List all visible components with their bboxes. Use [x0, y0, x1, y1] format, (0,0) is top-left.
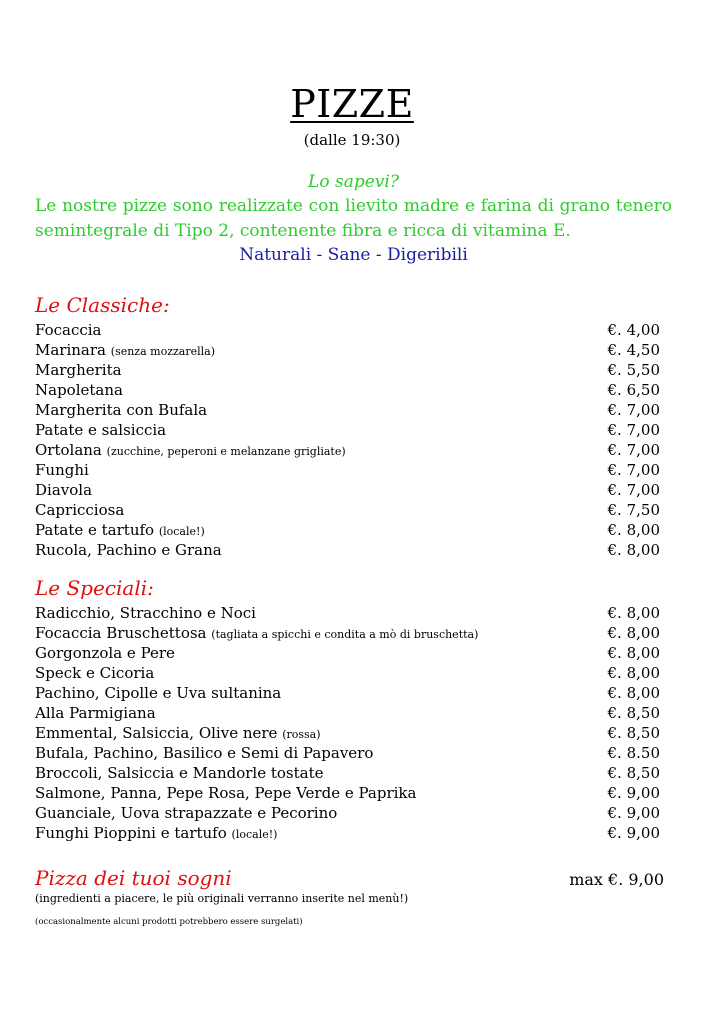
menu-item-name: Radicchio, Stracchino e Noci: [35, 604, 256, 622]
menu-item-row: [35, 320, 660, 340]
menu-item-row: [35, 663, 660, 683]
menu-item-name: Salmone, Panna, Pepe Rosa, Pepe Verde e Paprika: [35, 784, 417, 802]
menu-item-row: [35, 823, 660, 843]
menu-item-label: [35, 520, 205, 542]
menu-item-price: €. 8,00: [607, 541, 660, 559]
menu-item-name: Guanciale, Uova strapazzate e Pecorino: [35, 804, 338, 822]
dream-title: Pizza dei tuoi sogni: [35, 866, 232, 890]
menu-item-row: [35, 683, 660, 703]
menu-item-price: €. 8,00: [607, 684, 660, 702]
menu-item-price: €. 4,50: [607, 341, 660, 359]
intro-text: Le nostre pizze sono realizzate con lievito madre e farina di grano tenero semintegrale di Tipo 2, contenente fibra e ricca di vitamina E.: [35, 196, 672, 241]
menu-item-label: [35, 500, 124, 520]
menu-item-label: [35, 420, 166, 440]
menu-item-name: Pachino, Cipolle e Uva sultanina: [35, 684, 282, 702]
menu-item-name: Emmental, Salsiccia, Olive nere: [35, 724, 278, 742]
menu-item-price: €. 8,50: [607, 764, 660, 782]
page-title: PIZZE: [290, 82, 414, 126]
menu-item-note: (locale!): [231, 828, 278, 841]
menu-item-label: [35, 400, 207, 420]
menu-item-name: Capricciosa: [35, 501, 125, 519]
menu-item-label: [35, 460, 89, 480]
menu-item-row: [35, 460, 660, 480]
menu-item-note: (locale!): [158, 525, 205, 538]
menu-item-name: Margherita: [35, 361, 122, 379]
menu-item-price: €. 4,00: [607, 321, 660, 339]
menu-item-label: [35, 703, 156, 723]
menu-item-row: [35, 603, 660, 623]
menu-item-label: [35, 603, 256, 623]
menu-item-price: €. 8,50: [607, 724, 660, 742]
menu-item-label: [35, 783, 416, 803]
menu-item-row: [35, 400, 660, 420]
intro-motto: Naturali - Sane - Digeribili: [239, 245, 468, 265]
menu-item-name: Margherita con Bufala: [35, 401, 208, 419]
menu-item-name: Gorgonzola e Pere: [35, 644, 175, 662]
dream-price: max €. 9,00: [569, 870, 664, 889]
menu-item-price: €. 7,00: [607, 481, 660, 499]
menu-item-price: €. 8,00: [607, 604, 660, 622]
menu-item-row: [35, 803, 660, 823]
menu-item-row: [35, 743, 660, 763]
menu-item-price: €. 8.50: [607, 744, 660, 762]
menu-item-row: [35, 380, 660, 400]
menu-item-row: [35, 703, 660, 723]
menu-item-label: [35, 743, 373, 763]
menu-item-label: [35, 480, 92, 500]
menu-item-name: Focaccia: [35, 321, 102, 339]
section-title-classiche: Le Classiche:: [35, 293, 170, 317]
menu-item-note: (rossa): [282, 728, 321, 741]
menu-item-name: Rucola, Pachino e Grana: [35, 541, 222, 559]
menu-item-price: €. 8,00: [607, 624, 660, 642]
menu-item-row: [35, 420, 660, 440]
menu-item-label: [35, 643, 175, 663]
menu-item-name: Napoletana: [35, 381, 123, 399]
menu-item-label: [35, 823, 277, 845]
menu-item-note: (zucchine, peperoni e melanzane grigliate): [106, 445, 346, 458]
menu-item-label: [35, 540, 222, 560]
menu-item-row: [35, 360, 660, 380]
menu-item-row: [35, 643, 660, 663]
menu-item-name: Focaccia Bruschettosa: [35, 624, 207, 642]
menu-item-name: Broccoli, Salsiccia e Mandorle tostate: [35, 764, 324, 782]
menu-item-row: [35, 783, 660, 803]
section-title-speciali: Le Speciali:: [35, 576, 154, 600]
intro-block: [35, 170, 672, 266]
menu-item-label: [35, 663, 154, 683]
menu-item-row: [35, 440, 660, 460]
menu-item-row: [35, 500, 660, 520]
menu-item-label: [35, 763, 324, 783]
menu-item-label: [35, 803, 337, 823]
menu-item-price: €. 8,00: [607, 644, 660, 662]
menu-item-price: €. 9,00: [607, 804, 660, 822]
menu-item-row: [35, 763, 660, 783]
menu-item-row: [35, 723, 660, 743]
menu-item-name: Funghi: [35, 461, 89, 479]
list-classiche: [35, 320, 660, 560]
menu-item-label: [35, 723, 321, 745]
menu-item-name: Diavola: [35, 481, 93, 499]
menu-item-label: [35, 683, 281, 703]
menu-item-name: Patate e tartufo: [35, 521, 155, 539]
menu-item-label: [35, 360, 122, 380]
dream-note: (ingredienti a piacere, le più originali verranno inserite nel menù!): [35, 892, 409, 905]
menu-item-price: €. 9,00: [607, 824, 660, 842]
menu-item-name: Funghi Pioppini e tartufo: [35, 824, 227, 842]
list-speciali: [35, 603, 660, 843]
menu-item-name: Ortolana: [35, 441, 102, 459]
menu-item-price: €. 6,50: [607, 381, 660, 399]
menu-item-row: [35, 540, 660, 560]
menu-item-row: [35, 520, 660, 540]
menu-item-name: Alla Parmigiana: [35, 704, 156, 722]
menu-item-price: €. 7,00: [607, 461, 660, 479]
menu-item-name: Patate e salsiccia: [35, 421, 167, 439]
menu-item-name: Bufala, Pachino, Basilico e Semi di Papavero: [35, 744, 374, 762]
menu-item-label: [35, 340, 215, 362]
menu-item-name: Marinara: [35, 341, 106, 359]
menu-item-row: [35, 340, 660, 360]
intro-question: Lo sapevi?: [308, 172, 399, 192]
menu-item-price: €. 7,00: [607, 401, 660, 419]
menu-item-label: [35, 440, 346, 462]
page-subtitle: (dalle 19:30): [303, 131, 401, 149]
menu-item-price: €. 8,00: [607, 664, 660, 682]
menu-item-label: [35, 623, 478, 645]
menu-item-note: (senza mozzarella): [110, 345, 216, 358]
menu-item-price: €. 7,00: [607, 421, 660, 439]
menu-item-row: [35, 480, 660, 500]
menu-item-price: €. 5,50: [607, 361, 660, 379]
menu-item-price: €. 7,00: [607, 441, 660, 459]
menu-item-price: €. 8,00: [607, 521, 660, 539]
menu-item-row: [35, 623, 660, 643]
menu-item-price: €. 8,50: [607, 704, 660, 722]
menu-item-note: (tagliata a spicchi e condita a mò di bruschetta): [211, 628, 479, 641]
menu-item-label: [35, 320, 102, 340]
menu-item-price: €. 9,00: [607, 784, 660, 802]
menu-item-label: [35, 380, 123, 400]
footnote: (occasionalmente alcuni prodotti potrebbero essere surgelati): [35, 917, 303, 927]
menu-item-price: €. 7,50: [607, 501, 660, 519]
menu-item-name: Speck e Cicoria: [35, 664, 155, 682]
